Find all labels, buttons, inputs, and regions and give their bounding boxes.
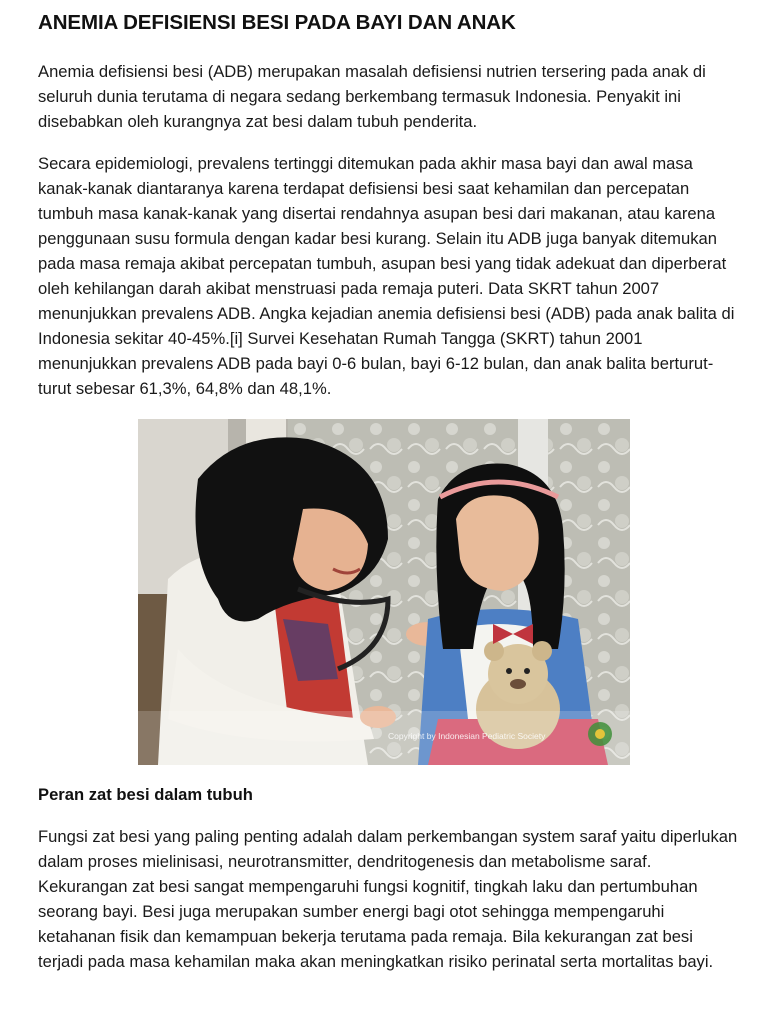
paragraph-iron-role: Fungsi zat besi yang paling penting adalah dalam perkembangan system saraf yaitu diperlukan dalam proses mielinisasi, neurotransmitter, dendritogenesis dan metabolisme saraf. Kekurangan zat besi sangat mempengaruhi fungsi kognitif, tingkah laku dan pertumbuhan seorang bayi. Besi juga merupakan sumber energi bagi otot sehingga mempengaruhi ketahanan fisik dan kemampuan bekerja terutama pada remaja. Bila kekurangan zat besi terjadi pada masa kehamilan maka akan meningkatkan risiko perinatal serta mortalitas bayi. [38, 827, 738, 971]
photo-watermark: Copyright by Indonesian Pediatric Society [388, 731, 546, 741]
article-title: ANEMIA DEFISIENSI BESI PADA BAYI DAN ANAK [38, 11, 516, 34]
paragraph-epidemiology: Secara epidemiologi, prevalens tertinggi ditemukan pada akhir masa bayi dan awal masa kanak-kanak diantaranya karena terdapat defisiensi besi saat kehamilan dan percepatan tumbuh masa kanak-kanak yang disertai rendahnya asupan besi dari makanan, atau karena penggunaan susu formula dengan kadar besi kurang. Selain itu ADB juga banyak ditemukan pada masa remaja akibat percepatan tumbuh, asupan besi yang tidak adekuat dan diperberat oleh kehilangan darah akibat menstruasi pada remaja puteri. Data SKRT tahun 2007 menunjukkan prevalens ADB. Angka kejadian anemia defisiensi besi (ADB) pada anak balita di Indonesia sekitar 40-45%.[i] Survei Kesehatan Rumah Tangga (SKRT) tahun 2001 menunjukkan prevalens ADB pada bayi 0-6 bulan, bayi 6-12 bulan, dan anak balita berturut-turut sebesar 61,3%, 64,8% dan 48,1%. [38, 154, 735, 398]
paragraph-intro: Anemia defisiensi besi (ADB) merupakan masalah defisiensi nutrien tersering pada anak di seluruh dunia terutama di negara sedang berkembang termasuk Indonesia. Penyakit ini disebabkan oleh kurangnya zat besi dalam tubuh penderita. [38, 62, 706, 131]
article-photo [138, 419, 630, 765]
doctor-examining-child-illustration [138, 419, 630, 765]
section-heading: Peran zat besi dalam tubuh [38, 785, 253, 804]
